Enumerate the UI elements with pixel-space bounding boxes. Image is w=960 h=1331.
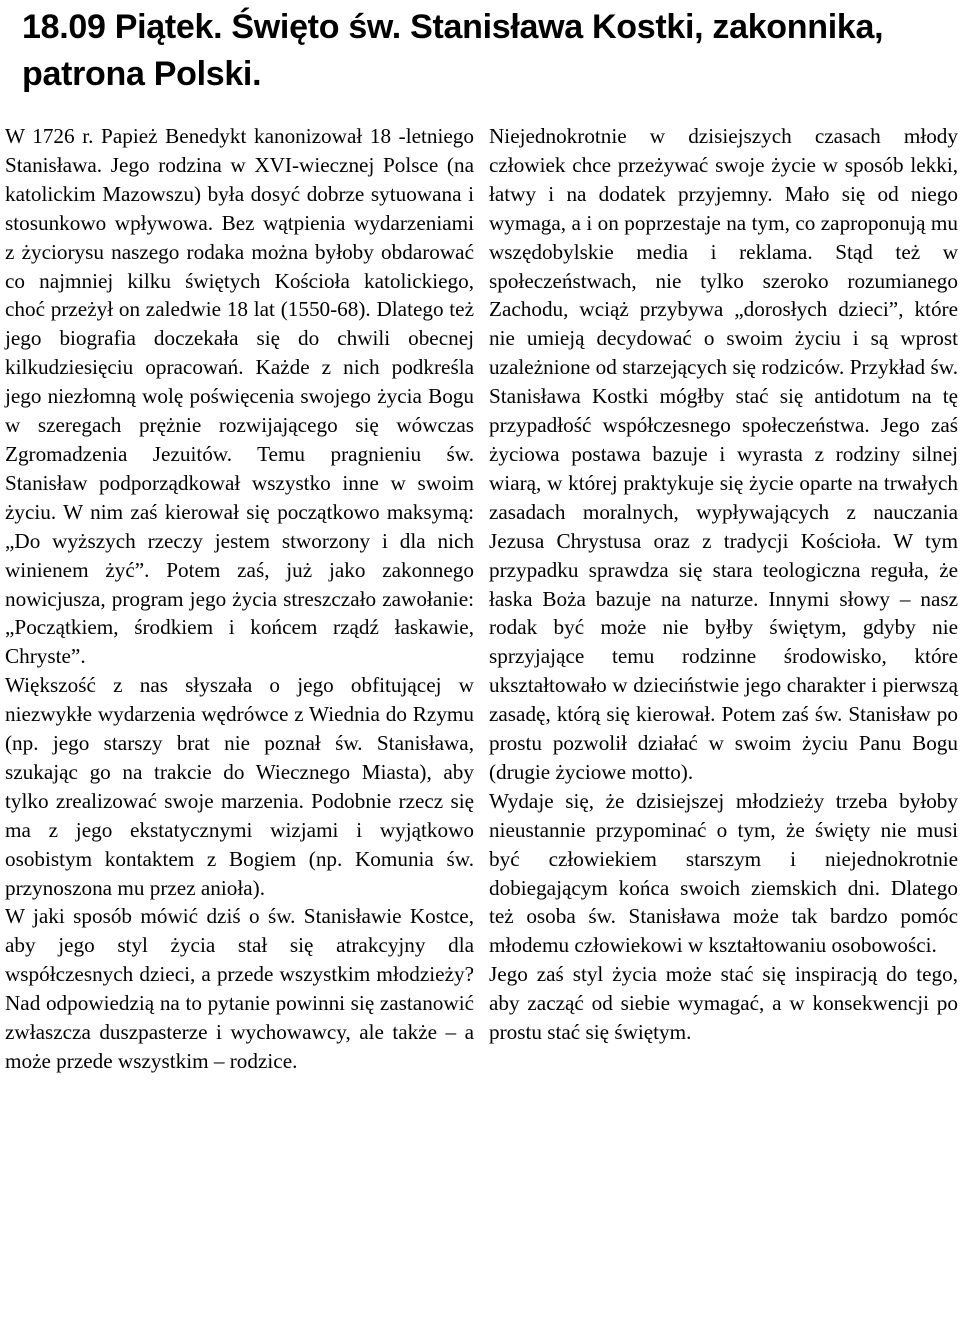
page-title: 18.09 Piątek. Święto św. Stanisława Kostki, zakonnika, patrona Polski. bbox=[22, 8, 884, 93]
paragraph: Większość z nas słyszała o jego obfitującej w niezwykłe wydarzenia wędrówce z Wiednia do Rzymu (np. jego starszy brat nie poznał św. Stanisława, szukając go na trakcie do Wiecznego Miasta), aby tylko zrealizować swoje marzenia. Podobnie rzecz się ma z jego ekstatycznymi wizjami i wyjątkowo osobistym kontaktem z Bogiem (np. Komunia św. przynoszona mu przez anioła). bbox=[5, 673, 474, 900]
paragraph: W jaki sposób mówić dziś o św. Stanisławie Kostce, aby jego styl życia stał się atrakcyjny dla współczesnych dzieci, a przede wszystkim młodzieży? Nad odpowiedzią na to pytanie powinni się zastanowić zwłaszcza duszpasterze i wychowawcy, ale także – a może przede wszystkim – rodzice. bbox=[5, 904, 474, 1073]
left-column bbox=[5, 122, 474, 1076]
right-column bbox=[489, 122, 958, 1047]
paragraph: Niejednokrotnie w dzisiejszych czasach młody człowiek chce przeżywać swoje życie w sposób lekki, łatwy i na dodatek przyjemny. Mało się od niego wymaga, a i on poprzestaje na tym, co zaproponują mu wszędobylskie media i reklama. Stąd też w społeczeństwach, nie tylko szeroko rozumianego Zachodu, wciąż przybywa „dorosłych dzieci”, które nie umieją decydować o swoim życiu i są wprost uzależnione od starzejących się rodziców. Przykład św. Stanisława Kostki mógłby stać się antidotum na tę przypadłość współczesnego społeczeństwa. Jego zaś życiowa postawa bazuje i wyrasta z rodziny silnej wiarą, w której praktykuje się życie oparte na trwałych zasadach moralnych, wypływających z nauczania Jezusa Chrystusa oraz z tradycji Kościoła. W tym przypadku sprawdza się stara teologiczna reguła, że łaska Boża bazuje na naturze. Innymi słowy – nasz rodak być może nie byłby świętym, gdyby nie sprzyjające temu rodzinne środowisko, które ukształtowało w dzieciństwie jego charakter i pierwszą zasadę, którą się kierował. Potem zaś św. Stanisław po prostu pozwolił działać w swoim życiu Panu Bogu (drugie życiowe motto). bbox=[489, 124, 958, 784]
paragraph: Wydaje się, że dzisiejszej młodzieży trzeba byłoby nieustannie przypominać o tym, że święty nie musi być człowiekiem starszym i niejednokrotnie dobiegającym końca swoich ziemskich dni. Dlatego też osoba św. Stanisława może tak bardzo pomóc młodemu człowiekowi w kształtowaniu osobowości. bbox=[489, 788, 958, 958]
paragraph: Jego zaś styl życia może stać się inspiracją do tego, aby zacząć od siebie wymagać, a w konsekwencji po prostu stać się świętym. bbox=[489, 962, 958, 1045]
paragraph: W 1726 r. Papież Benedykt kanonizował 18 -letniego Stanisława. Jego rodzina w XVI-wiecznej Polsce (na katolickim Mazowszu) była dosyć dobrze sytuowana i stosunkowo wpływowa. Bez wątpienia wydarzeniami z życiorysu naszego rodaka można byłoby obdarować co najmniej kilku świętych Kościoła katolickiego, choć przeżył on zaledwie 18 lat (1550-68). Dlatego też jego biografia doczekała się do chwili obecnej kilkudziesięciu opracowań. Każde z nich podkreśla jego niezłomną wolę poświęcenia swojego życia Bogu w szeregach prężnie rozwijającego się wówczas Zgromadzenia Jezuitów. Temu pragnieniu św. Stanisław podporządkował wszystko inne w swoim życiu. W nim zaś kierował się początkowo maksymą: „Do wyższych rzeczy jestem stworzony i dla nich winienem żyć”. Potem zaś, już jako zakonnego nowicjusza, program jego życia streszczało zawołanie: „Początkiem, środkiem i końcem rządź łaskawie, Chryste”. bbox=[5, 124, 474, 669]
